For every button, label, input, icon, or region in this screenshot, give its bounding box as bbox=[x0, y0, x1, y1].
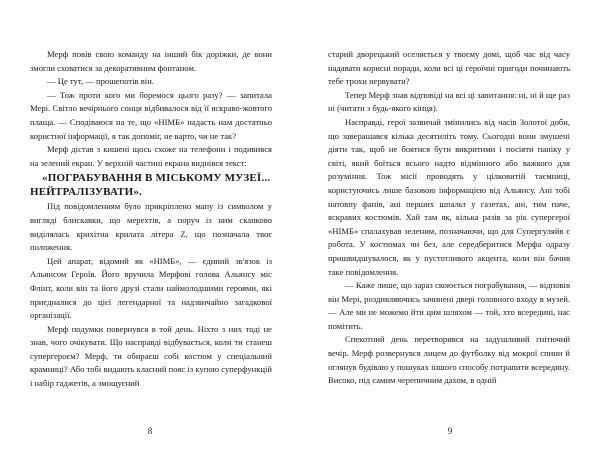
paragraph: старий дворецький оселяється у твоєму домі, щоб час від часу надавати корисні поради, коли всі ці героїчні пригоди починають тебе трохи нервувати? bbox=[328, 49, 570, 87]
left-page-text-column bbox=[30, 48, 272, 408]
headline-line-2: НЕЙТРАЛІЗУВАТИ». bbox=[30, 186, 143, 199]
paragraph: Спекотний день перетворився на задушливий гнітючий вечір. Мерф розвернувся лицем до футболку від мокрої спини й оглянув будівлю у пошуках іншого способу потрапити всередину. Високо, під самим черепичним дахом, в одній bbox=[328, 334, 570, 386]
page-number-left: 8 bbox=[147, 426, 153, 436]
headline-line-1: «ПОГРАБУВАННЯ В МІСЬКОМУ МУЗЕЇ... bbox=[42, 172, 271, 185]
right-page bbox=[300, 0, 600, 462]
paragraph: Мерф повів свою команду на інший бік доріжки, де вони змогли сховатися за декоративним фонтаном. bbox=[30, 49, 272, 73]
paragraph: Тепер Мерф знав відповіді на всі ці запитання: ні, ні й ще раз ні (читати з будь-якого кінця). bbox=[328, 89, 570, 114]
paragraph: Під повідомленням було прикріплено мапу із символом у вигляді блискавки, що мерехтів, а поруч із ним сканково виділялась крихітна крилата літера Z, що позначала твоє положення. bbox=[30, 201, 272, 253]
paragraph: — Тож проти кого ми боремося цього разу? — запитала Мері. Світло вечірнього сонця відбивалося від її яскраво-жовтого плаща. — Сподіваюся на те, що «НІМБ» надасть нам достатньо користної інформації, я так допоміг, не варто, чи не так? bbox=[30, 89, 272, 141]
paragraph: Мерф дістав з кишені щось схоже на телефони і подивився на зелений екран. У верхній частині екрана виднівся текст: bbox=[30, 144, 272, 168]
right-page-text-column bbox=[328, 48, 570, 408]
paragraph: Мерф подумки повернувся в той день. Ніхто з них тоді не знав, чого очікувати. Що насправді відбувається, коли ти станеш супергероєм? Мерф, ти обираєш собі костюм у спеціальний крамниці? Або тобі видають класний пояс із купою суперфункцій і набір гаджетів, а змощуєний bbox=[30, 323, 272, 389]
paragraph: — Це тут, — прошепотів він. bbox=[47, 76, 154, 87]
in-story-headline bbox=[30, 171, 272, 199]
paragraph: Цей апарат, відомий як «НІМБ», — єдиний зв'язок із Альянсом Героїв. Його вручила Мерфові голова Альянсу міс Флінт, коли він та його друзі стали наймолодшими героями, які приєдналися до цієї легендарної та надзвичайно загадкової організації. bbox=[30, 255, 272, 321]
page-number-right: 9 bbox=[447, 426, 453, 436]
paragraph: Насправді, герої зазвичай змінились від часів Золотої доби, що заверашався кілька десятиліть тому. Сьогодні вони змушені діяти так, щоб не боятися бути викритими і посіяти паніку у світі, який боїться всього надто відмінного або важкого для розуміння. Тож місії проводять у цілковитій таємниці, користуючись лише базовою інформацією від Альянсу. Ані тобі натовпу фанів, ані перших шпальт у газетах, ані, тим паче, яскравих костюмів. Хай там як, кілька разів за рік супергерої «НІМБ» спалахував зеленим, позначаючи, що для Супергуляйв є робота. У костюмах чи без, але середберитися Мерфа одразу пришвидшувалося, як у пустотливого акцента, коли він бачив таке повідомлення. bbox=[328, 116, 570, 277]
paragraph: — Каже лише, що зараз скоюється пограбування, — відповів він Мері, роздивляючись зачинені двері головного входу в музей. — Але ми не можемо йти цим шляхом — той, хто всередині, нас помітить. bbox=[328, 280, 570, 331]
